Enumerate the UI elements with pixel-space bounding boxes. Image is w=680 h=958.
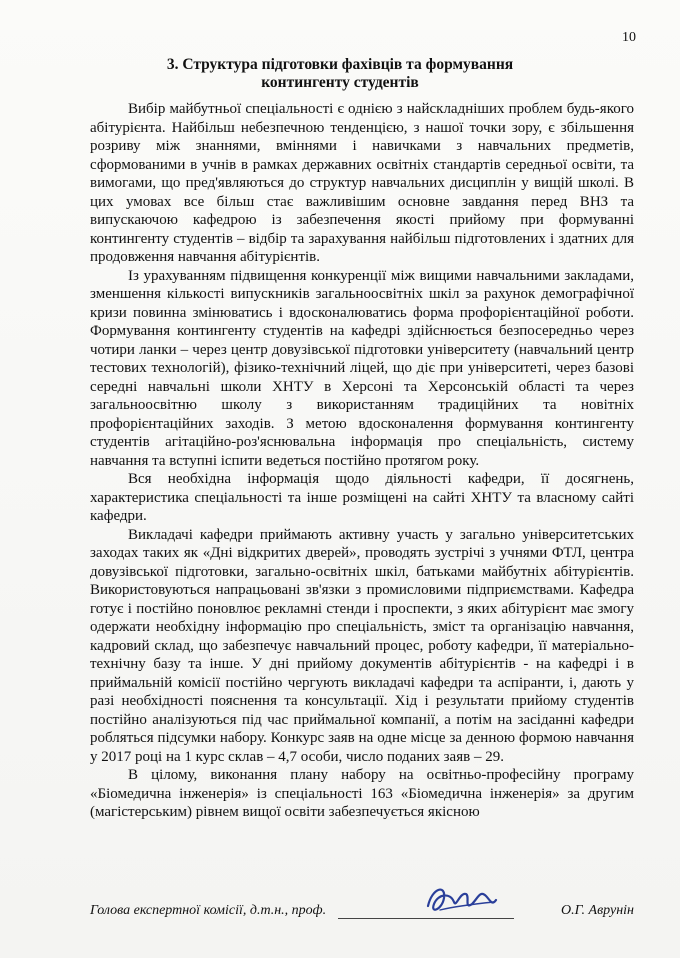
title-line-2: контингенту студентів xyxy=(261,74,419,91)
footer-signatory-name: О.Г. Аврунін xyxy=(561,903,634,918)
page-number: 10 xyxy=(622,30,636,45)
paragraph-3: Вся необхідна інформація щодо діяльності кафедри, її досягнень, характеристика спеціальності та інше розміщені на сайті ХНТУ та власному сайті кафедри. xyxy=(90,471,634,524)
document-footer xyxy=(90,903,634,925)
title-line-1: 3. Структура підготовки фахівців та формування xyxy=(166,56,514,73)
paragraph-1: Вибір майбутньої спеціальності є однією з найскладніших проблем будь-якого абітурієнта. Найбільш небезпечною тенденцією, з нашої точки зору, є збільшення розриву між знаннями, вміннями і навичками з навчальних предметів, сформованими в учнів в рамках державних освітніх стандартів середньої освіти, та вимогами, що пред'являються до структур навчальних дисциплін у вищій школі. В цих умовах все більш стає важливішим основне завдання перед ВНЗ та випускаючою кафедрою із забезпечення якості прийому при формуванні контингенту студентів – відбір та зарахування найбільш підготовлених і здатних для продовження навчання абітурієнтів. xyxy=(90,101,634,265)
paragraph-5: В цілому, виконання плану набору на освітньо-професійну програму «Біомедична інженерія» із спеціальності 163 «Біомедична інженерія» за другим (магістерським) рівнем вищої освіти забезпечується якісною xyxy=(90,767,634,820)
footer-signatory-title: Голова експертної комісії, д.т.н., проф. xyxy=(90,903,327,918)
section-title xyxy=(0,56,680,92)
document-body xyxy=(90,100,634,822)
paragraph-2: Із урахуванням підвищення конкуренції між вищими навчальними закладами, зменшення кількості випускників загальноосвітніх шкіл за рахунок демографічної кризи повинна змінюватись і вдосконалюватись форма профорієнтаційної роботи. Формування контингенту студентів на кафедрі здійснюється безпосередньо через чотири ланки – через центр довузівської підготовки університету (навчальний центр тестових технологій), фізико-технічний ліцей, що діє при університеті, через базові середні навчальні школи ХНТУ в Херсоні та Херсонській області та через загальноосвітню школу з використанням традиційних та новітніх профорієнтаційних заходів. З метою вдосконалення формування контингенту студентів агітаційно-роз'яснювальна інформація про спеціальність, систему навчання та вступні іспити ведеться постійно протягом року. xyxy=(90,267,634,469)
signature-line xyxy=(338,918,514,919)
paragraph-4: Викладачі кафедри приймають активну участь у загально університетських заходах таких як «Дні відкритих дверей», проводять зустрічі з учнями ФТЛ, центра довузівської підготовки, загально-освітніх шкіл, батьками майбутніх абітурієнтів. Використовуються напрацьовані зв'язки з промисловими підприємствами. Кафедра готує і постійно поновлює рекламні стенди і проспекти, з яких абітурієнт має змогу одержати необхідну інформацію про спеціальність, зміст та організацію навчання, кадровий склад, що забезпечує навчальний процес, роботу кафедри, її матеріально-технічну базу та інше. У дні прийому документів абітурієнтів - на кафедрі і в приймальній комісії постійно чергують викладачі кафедри та аспіранти, і, дають у разі необхідності пояснення та консультації. Хід і результати прийому студентів постійно аналізуються під час приймальної компанії, а потім на засіданні кафедри робляться підсумки набору. Конкурс заяв на одне місце за денною формою навчання у 2017 році на 1 курс склав – 4,7 особи, число поданих заяв – 29. xyxy=(90,526,634,765)
